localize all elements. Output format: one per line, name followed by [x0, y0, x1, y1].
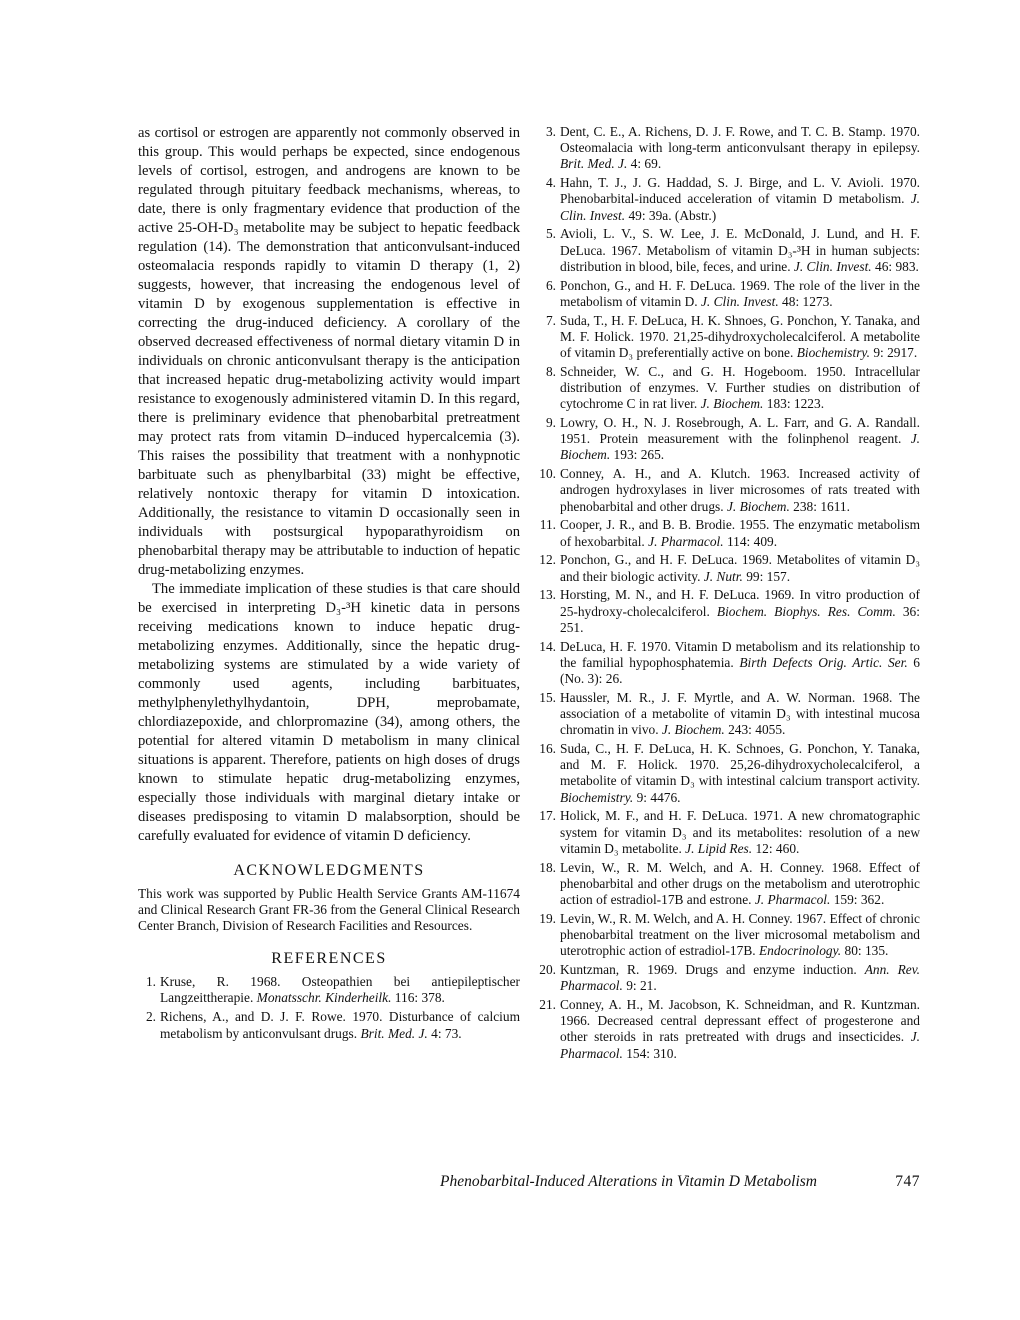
body-paragraph: as cortisol or estrogen are apparently not commonly observed in this group. This would perhaps be expected, since endogenous levels of cortisol, estrogen, and androgens are known to be regulated through pituitary feedback mechanisms, whereas, to date, there is only fragmentary evidence that production of the active 25-OH-D₃ metabolite may be subject to hepatic feedback regulation (14). The demonstration that anticonvulsant-induced osteomalacia responds rapidly to vitamin D therapy (1, 2) suggests, however, that increasing the endogenous level of vitamin D by exogenous supplementation is effective in correcting the drug-induced deficiency. A corollary of the observed decreased effectiveness of normal dietary vitamin D in individuals on chronic anticonvulsant therapy is the anticipation that increased hepatic drug-metabolizing activity would impart resistance to exogenously administered vitamin D. In this regard, there is preliminary evidence that phenobarbital pretreatment may protect rats from vitamin D–induced hypercalcemia (3). This raises the possibility that treatment with a nonhypnotic barbituate such as phenylbarbital (33) might be effective, relatively nontoxic therapy for vitamin D intoxication. Additionally, the resistance to vitamin D occasionally seen in individuals with postsurgical hypoparathyroidism on phenobarbital therapy may be attributable to induction of hepatic drug-metabolizing enzymes. [138, 125, 520, 578]
reference-number: 11. [539, 517, 556, 533]
reference-item [538, 639, 920, 688]
reference-citation: 49: 39a. (Abstr.) [625, 207, 717, 223]
reference-text: Conney, A. H., M. Jacobson, K. Schneidman, and R. Kuntzman. 1966. Decreased central depressant effect of progesterone and other steroids in rats pretreated with drugs and insecticides. [560, 997, 920, 1045]
reference-journal: Ann. Rev. Pharmacol. [560, 962, 920, 994]
reference-text: Horsting, M. N., and H. F. DeLuca. 1969. In vitro production of 25-hydroxy-cholecalciferol. [560, 587, 920, 619]
acknowledgments-heading: ACKNOWLEDGMENTS [233, 862, 425, 879]
reference-citation: 114: 409. [723, 533, 778, 549]
reference-text: Cooper, J. R., and B. B. Brodie. 1955. The enzymatic metabolism of hexobarbital. [560, 517, 920, 549]
reference-number: 13. [539, 587, 556, 603]
reference-number: 4. [545, 175, 556, 191]
reference-number: 19. [539, 910, 556, 926]
reference-journal: Monatsschr. Kinderheilk. [256, 990, 392, 1006]
reference-citation: 183: 1223. [763, 396, 825, 412]
reference-item [538, 552, 920, 584]
reference-item [538, 313, 920, 362]
acknowledgments-text: This work was supported by Public Health Service Grants AM-11674 and Clinical Research Grant FR-36 from the General Clinical Research Center Branch, Division of Research Facilities and Resources. [138, 886, 520, 933]
reference-number: 14. [539, 638, 556, 654]
right-column [538, 124, 920, 1064]
reference-citation: 154: 310. [622, 1045, 677, 1061]
reference-citation: 99: 157. [742, 568, 791, 584]
reference-journal: Endocrinology. [758, 943, 842, 959]
reference-journal: J. Pharmacol. [648, 533, 724, 549]
reference-citation: 4: 69. [627, 156, 662, 172]
reference-number: 2. [145, 1009, 156, 1025]
reference-number: 12. [539, 552, 556, 568]
reference-text: Avioli, L. V., S. W. Lee, J. E. McDonald, J. Lund, and H. F. DeLuca. 1967. Metabolism of vitamin D₃-³H in human subjects: distribution in blood, bile, feces, and urine. [560, 226, 920, 274]
reference-item [538, 690, 920, 739]
reference-journal: Biochem. Biophys. Res. Comm. [716, 603, 896, 619]
reference-citation: 9: 21. [622, 978, 657, 994]
reference-number: 20. [539, 962, 556, 978]
reference-citation: 48: 1273. [778, 293, 833, 309]
reference-number: 7. [545, 312, 556, 328]
reference-journal: J. Nutr. [703, 568, 743, 584]
reference-text: Levin, W., R. M. Welch, and A. H. Conney. 1968. Effect of phenobarbital and other drugs on the metabolism and uterotrophic action of estradiol-17B and estrone. [560, 859, 920, 908]
reference-text: Kuntzman, R. 1969. Drugs and enzyme induction. [560, 962, 865, 978]
reference-text: Kruse, R. 1968. Osteopathien bei antiepileptischer Langzeittherapie. [160, 974, 520, 1006]
page-footer [440, 1173, 920, 1191]
reference-citation: 238: 1611. [789, 498, 850, 514]
reference-number: 16. [539, 741, 556, 757]
reference-number: 1. [145, 974, 156, 989]
reference-text: Dent, C. E., A. Richens, D. J. F. Rowe, and T. C. B. Stamp. 1970. Osteomalacia with long-term anticonvulsant therapy in epilepsy. [560, 124, 920, 156]
reference-list-left [138, 974, 520, 1042]
reference-text: Haussler, M. R., J. F. Myrtle, and A. W. Norman. 1968. The association of a metabolite of vitamin D₃ with intestinal mucosa chromatin in vivo. [560, 689, 920, 738]
left-column [138, 124, 520, 1045]
reference-item [538, 808, 920, 857]
reference-item [138, 974, 520, 1006]
reference-number: 17. [539, 808, 556, 824]
reference-journal: J. Clin. Invest. [700, 293, 779, 309]
reference-number: 3. [545, 124, 556, 139]
reference-citation: 46: 983. [871, 258, 919, 274]
reference-journal: J. Clin. Invest. [793, 258, 872, 274]
reference-citation: 193: 265. [610, 447, 665, 463]
reference-journal: J. Pharmacol. [560, 1029, 920, 1061]
reference-item [538, 364, 920, 413]
page-number: 747 [895, 1173, 920, 1190]
reference-journal: J. Biochem. [700, 396, 764, 412]
reference-item [538, 175, 920, 224]
reference-citation: 12: 460. [752, 840, 800, 856]
reference-text: Lowry, O. H., N. J. Rosebrough, A. L. Farr, and G. A. Randall. 1951. Protein measurement with the folinphenol reagent. [560, 415, 920, 447]
reference-citation: 4: 73. [427, 1025, 462, 1041]
reference-item [538, 741, 920, 806]
reference-journal: J. Biochem. [560, 431, 920, 463]
reference-item [538, 860, 920, 909]
reference-journal: J. Lipid Res. [685, 840, 753, 856]
reference-text: Ponchon, G., and H. F. DeLuca. 1969. The role of the liver in the metabolism of vitamin D. [560, 277, 920, 309]
reference-journal: J. Biochem. [726, 498, 790, 514]
reference-citation: 159: 362. [830, 892, 885, 908]
reference-number: 15. [539, 689, 556, 705]
reference-journal: Brit. Med. J. [360, 1025, 428, 1041]
reference-text: Suda, C., H. F. DeLuca, H. K. Schnoes, G. Ponchon, Y. Tanaka, and M. F. Holick. 1970. 25,26-dihydroxycholecalciferol, a metabolite of vitamin D₃ with intestinal calcium transport activity. [560, 741, 920, 789]
running-title: Phenobarbital-Induced Alterations in Vitamin D Metabolism [440, 1173, 817, 1190]
reference-citation: 243: 4055. [724, 722, 786, 738]
reference-number: 5. [545, 226, 556, 242]
reference-text: Conney, A. H., and A. Klutch. 1963. Increased activity of androgen hydroxylases in liver microsomes of rats treated with phenobarbital and other drugs. [560, 466, 920, 514]
reference-citation: 6 (No. 3): 26. [560, 654, 920, 687]
reference-journal: Brit. Med. J. [560, 156, 628, 172]
reference-item [138, 1009, 520, 1041]
body-text [138, 124, 520, 846]
reference-item [538, 911, 920, 960]
reference-number: 21. [539, 997, 556, 1013]
reference-list-right [538, 124, 920, 1062]
reference-citation: 36: 251. [560, 603, 920, 635]
reference-text: Holick, M. F., and H. F. DeLuca. 1971. A new chromatographic system for vitamin D₃ and its metabolites: resolution of a new vitamin D₃ metabolite. [560, 808, 920, 856]
reference-text: Richens, A., and D. J. F. Rowe. 1970. Disturbance of calcium metabolism by anticonvulsant drugs. [160, 1009, 520, 1041]
reference-text: Schneider, W. C., and G. H. Hogeboom. 1950. Intracellular distribution of enzymes. V. Further studies on distribution of cytochrome C in rat liver. [560, 363, 920, 412]
reference-text: Ponchon, G., and H. F. DeLuca. 1969. Metabolites of vitamin D₃ and their biologic activity. [560, 552, 920, 584]
reference-citation: 116: 378. [391, 990, 445, 1006]
reference-number: 6. [545, 277, 556, 293]
reference-citation: 80: 135. [841, 943, 889, 959]
reference-text: Levin, W., R. M. Welch, and A. H. Conney. 1967. Effect of chronic phenobarbital treatment on the liver microsomal metabolism and uterotrophic action of estradiol-17B. [560, 910, 920, 959]
reference-item [538, 962, 920, 994]
reference-item [538, 517, 920, 549]
reference-item [538, 226, 920, 275]
reference-item [538, 415, 920, 464]
reference-item [538, 466, 920, 515]
reference-item [538, 278, 920, 310]
reference-text: DeLuca, H. F. 1970. Vitamin D metabolism and its relationship to the familial hypophosphatemia. [560, 638, 920, 670]
reference-citation: 9: 2917. [869, 345, 918, 361]
reference-citation: 9: 4476. [633, 789, 681, 805]
reference-text: Suda, T., H. F. DeLuca, H. K. Shnoes, G. Ponchon, Y. Tanaka, and M. F. Holick. 1970. 21,25-dihydroxycholecalciferol. A metabolite of vitamin D₃ preferentially active on bone. [560, 312, 920, 361]
reference-item [538, 124, 920, 173]
reference-journal: J. Clin. Invest. [560, 191, 920, 223]
reference-item [538, 587, 920, 636]
reference-number: 10. [539, 466, 556, 482]
reference-journal: Biochemistry. [560, 789, 634, 805]
reference-journal: Biochemistry. [796, 345, 870, 361]
body-paragraph: The immediate implication of these studies is that care should be exercised in interpreting D₃-³H kinetic data in persons receiving medications known to induce hepatic drug-metabolizing enzymes. Additionally, since the hepatic drug-metabolizing systems are stimulated by a wide variety of commonly used agents, including barbituates, methylphenylethylhydantoin, DPH, meprobamate, chlordiazepoxide, and chlorpromazine (34), among others, the potential for altered vitamin D metabolism in many clinical situations is apparent. Therefore, patients on high doses of drugs known to stimulate hepatic drug-metabolizing enzymes, especially those individuals with marginal dietary intake or diseases predisposing to vitamin D malabsorption, should be carefully evaluated for evidence of vitamin D deficiency. [138, 581, 520, 844]
reference-number: 8. [545, 363, 556, 379]
reference-number: 18. [539, 859, 556, 875]
reference-text: Hahn, T. J., J. G. Haddad, S. J. Birge, and L. V. Avioli. 1970. Phenobarbital-induced acceleration of vitamin D metabolism. [560, 175, 920, 207]
reference-number: 9. [545, 415, 556, 431]
reference-journal: Birth Defects Orig. Artic. Ser. [739, 654, 908, 670]
references-heading: REFERENCES [271, 950, 387, 967]
reference-journal: J. Pharmacol. [754, 892, 831, 908]
reference-item [538, 997, 920, 1062]
reference-journal: J. Biochem. [661, 722, 725, 738]
